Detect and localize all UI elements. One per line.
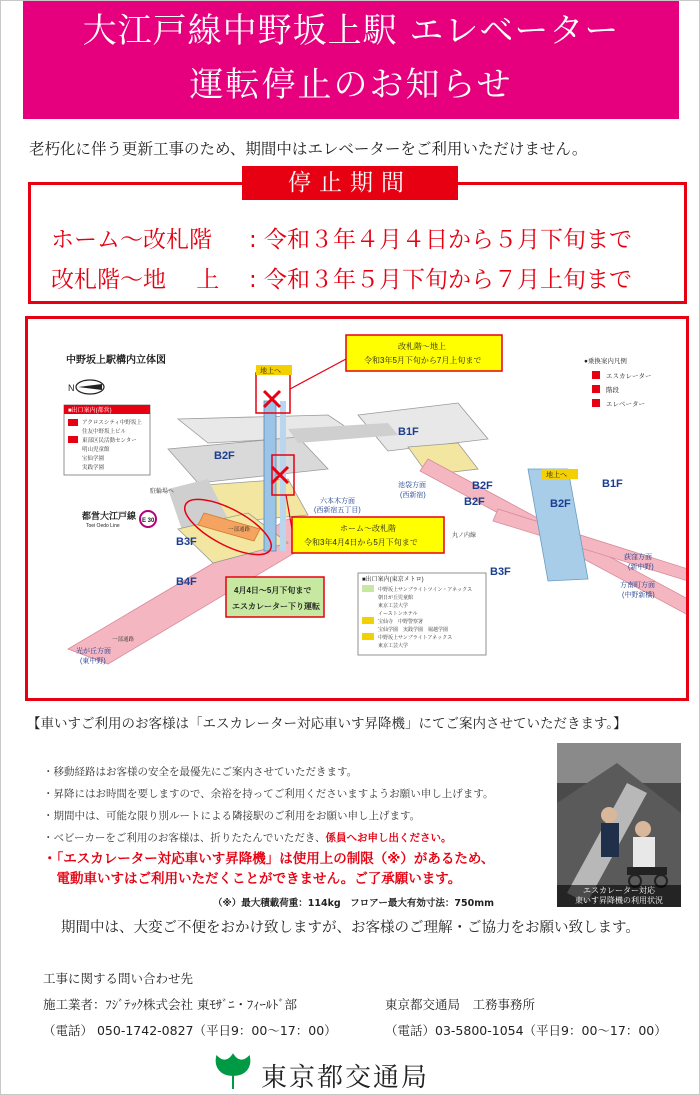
callout-top-title: 改札階～地上: [398, 342, 446, 351]
callout-escalator-downward: [226, 577, 324, 617]
apology-text: 期間中は、大変ご不便をおかけ致しますが、お客様のご理解・ご協力をお願い致します。: [61, 920, 640, 936]
period-row-value: : 令和３年５月下旬から７月上旬まで: [249, 267, 633, 293]
contact-title: 工事に関する問い合わせ先: [43, 971, 194, 986]
direction-honancho-sub: (中野新橋): [622, 592, 655, 599]
concourse-b2-block: [168, 437, 328, 483]
bureau-logo-text: 東京都交通局: [261, 1063, 430, 1093]
header-title-line2: 運転停止のお知らせ: [189, 65, 513, 105]
note-warning: 電動車いすはご利用いただくことができません。ご了承願います。: [43, 871, 462, 887]
header-banner: [23, 1, 679, 119]
direction-roppongi: 六本木方面: [320, 498, 355, 505]
metro-exit-item: 中野坂上サンブライトアネックス: [378, 635, 453, 641]
header-title-line1: 大江戸線中野坂上駅 エレベーター: [82, 11, 620, 51]
photo-caption-line2: 東いす昇降機の利用状況: [575, 896, 663, 905]
passage-label: 一部通路: [112, 637, 135, 643]
note-warning: ・「エスカレーター対応車いす昇降機」は使用上の制限（※）があるため、: [43, 851, 495, 867]
legend-elevator: エレベーター: [606, 401, 645, 408]
note-item: ・移動経路はお客様の安全を最優先にご案内させていただきます。: [43, 766, 358, 778]
metro-exit-item: 朝日が丘児童館: [378, 595, 414, 601]
period-row-value: : 令和３年４月４日から５月下旬まで: [249, 227, 633, 253]
legend-stairs: 階段: [606, 387, 619, 394]
metro-exit-guide-title: ■出口案内(東京メトロ): [362, 577, 424, 583]
station-map-drawing: [28, 319, 689, 701]
oedo-line-en: Toei Oedo Line: [86, 523, 120, 529]
direction-ikebukuro: 池袋方面: [398, 482, 426, 489]
floor-label-b2f: B2F: [472, 480, 493, 492]
stairs-icon: [592, 385, 600, 393]
notes-list: [43, 761, 494, 915]
oedo-line-code: E 30: [142, 518, 155, 524]
note-footnote: （※）最大積載荷重：114kg フロアー最大有効寸法：750mm: [213, 898, 495, 909]
to-ground-label: 地上へ: [546, 472, 567, 479]
photo-caption-line1: エスカレーター対応: [583, 886, 655, 895]
elevator-icon: [592, 399, 600, 407]
toei-exit-guide: [64, 405, 150, 475]
direction-ogikubo-sub: (新中野): [628, 564, 654, 571]
callout-green-line1: 4月4日～5月下旬まで: [234, 586, 312, 595]
note-item: ・期間中は、可能な限り別ルートによる隣接駅のご利用をお願い申し上げます。: [43, 810, 421, 822]
photo-image: [557, 743, 681, 907]
callout-green-line2: エスカレーター下り運転: [232, 602, 320, 611]
callout-concourse-to-ground: [290, 335, 502, 389]
wheelchair-guide-title: 【車いすご利用のお客様は「エスカレーター対応車いす昇降機」にてご案内させていただきます。】: [27, 716, 627, 732]
metro-exit-item: 東京工芸大学: [378, 643, 409, 649]
contractor-name: 施工業者：ﾌｼﾞﾃｯｸ株式会社 東ﾓｻﾞﾆ・ﾌｨｰﾙﾄﾞ部: [43, 997, 297, 1012]
ginkgo-leaf-icon: [213, 1053, 253, 1091]
period-row-concourse: [51, 261, 632, 294]
toei-exit-item: 実践学園: [82, 465, 105, 471]
metro-exit-item: 中野坂上サンブライトツイン・アネックス: [378, 587, 473, 593]
metro-exit-item: イーストンホテル: [378, 611, 418, 617]
wheelchair-lift-photo: [557, 743, 681, 907]
metro-exit-item: 東京工芸大学: [378, 603, 409, 609]
floor-label-b2f: B2F: [214, 450, 235, 462]
toei-exit-item: 宝仙学園: [82, 456, 105, 462]
bureau-office-name: 東京都交通局 工務事務所: [385, 997, 536, 1012]
direction-honancho: 方南町方面: [620, 582, 655, 589]
north-label: N: [68, 383, 75, 393]
marunouchi-track-right: [493, 509, 688, 581]
period-row-platform: [51, 221, 632, 254]
photo-caption: [557, 885, 681, 907]
transfer-legend: [584, 356, 652, 408]
toei-exit-item: 明山児童館: [82, 447, 110, 453]
callout-top-text: 令和3年5月下旬から7月上旬まで: [364, 356, 482, 365]
note-item: [43, 827, 494, 849]
direction-hikarigaoka-sub: (東中野): [80, 658, 106, 665]
floor-label-b1f: B1F: [398, 426, 419, 438]
legend-title: ●乗換案内凡例: [584, 358, 627, 365]
period-row-label: 改札階～地 上: [51, 267, 220, 293]
metro-exit-item: 宝仙寺 中野警察署: [378, 619, 424, 625]
metro-exit-item: 宝仙学園 実践学園 堀越学園: [378, 627, 449, 633]
period-row-label: ホーム～改札階: [51, 227, 212, 253]
direction-ikebukuro-sub: (西新宿): [400, 492, 426, 499]
station-map: [25, 316, 689, 701]
legend-escalator: エスカレーター: [606, 373, 652, 380]
metro-exit-guide: [358, 573, 486, 655]
oedo-line-label: 都営大江戸線: [82, 511, 137, 521]
passage-label: 一部通路: [228, 527, 251, 533]
note-item: ・昇降にはお時間を要しますので、余裕を持ってご利用くださいますようお願い申し上げます。: [43, 788, 494, 800]
contractor-phone: （電話） 050-1742-0827（平日9：00～17：00）: [43, 1023, 337, 1038]
marunouchi-label: 丸ノ内線: [452, 533, 477, 539]
escalator-icon: [592, 371, 600, 379]
bureau-office-phone: （電話）03-5800-1054（平日9：00～17：00）: [385, 1023, 667, 1038]
floor-label-b3f: B3F: [176, 536, 197, 548]
bike-parking-label: 駐輪場へ: [150, 489, 175, 495]
intro-text: 老朽化に伴う更新工事のため、期間中はエレベーターをご利用いただけません。: [29, 140, 588, 158]
direction-hikarigaoka: 光が丘方面: [76, 648, 111, 655]
direction-roppongi-sub: (西新宿五丁目): [314, 507, 361, 514]
to-ground-label: 地上へ: [260, 368, 281, 375]
floor-label-b4f: B4F: [176, 576, 197, 588]
toei-exit-guide-title: ■出口案内(都営): [68, 408, 112, 414]
map-title: 中野坂上駅構内立体図: [66, 355, 166, 366]
callout-platform-to-concourse: [286, 495, 444, 553]
note-emphasis: 係員へお申し出ください。: [325, 832, 452, 844]
toei-exit-item: 東部区民活動センター: [82, 438, 137, 444]
floor-label-b2f: B2F: [464, 496, 485, 508]
bureau-logo: [213, 1053, 473, 1091]
note-text: ・ベビーカーをご利用のお客様は、折りたたんでいただき、: [43, 832, 326, 844]
toei-exit-item: アクロスシティ中野坂上: [82, 420, 142, 426]
suspension-period-badge: 停止期間: [242, 166, 458, 200]
floor-label-b2f: B2F: [550, 498, 571, 510]
direction-ogikubo: 荻窪方面: [624, 554, 652, 561]
north-arrow-icon: [68, 380, 104, 394]
callout-mid-title: ホーム～改札階: [340, 524, 396, 533]
elevator-shaft: [264, 401, 276, 551]
callout-mid-text: 令和3年4月4日から5月下旬まで: [304, 538, 418, 547]
toei-exit-item: 住友中野坂上ビル: [82, 429, 127, 435]
floor-label-b3f: B3F: [490, 566, 511, 578]
floor-label-b1f: B1F: [602, 478, 623, 490]
